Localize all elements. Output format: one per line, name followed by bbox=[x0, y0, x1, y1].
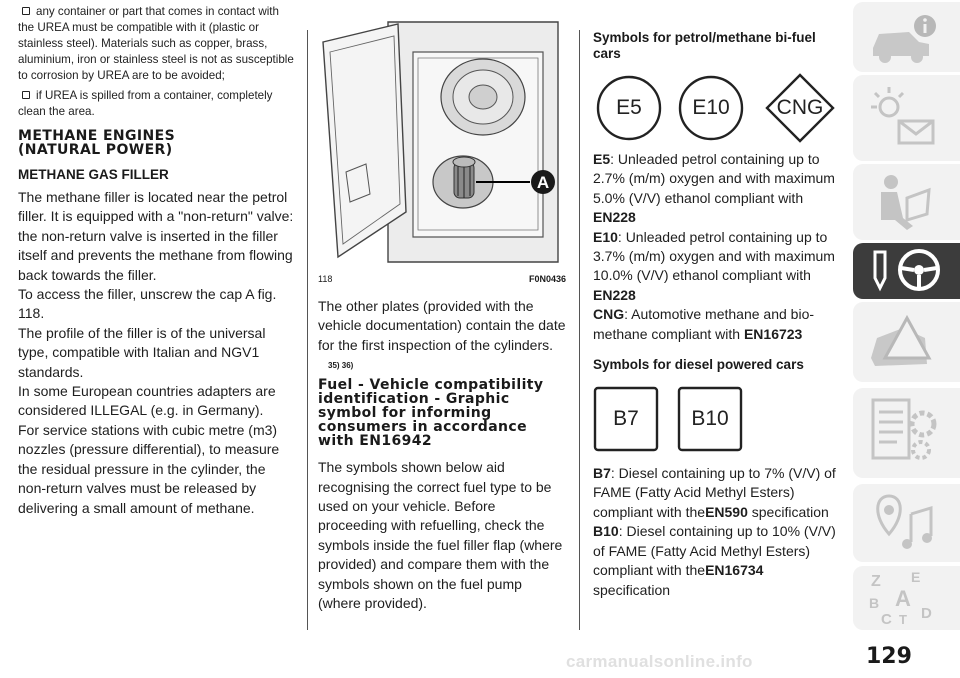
paragraph: The methane filler is located near the petrol filler. It is equipped with a "non-return" valve: the non-return valve is inserted in the filler itself and prevents the methane from flowing back towards the filler. bbox=[18, 189, 294, 283]
symbol-b7: B7 bbox=[613, 407, 639, 431]
symbol-cng: CNG bbox=[776, 96, 824, 119]
definition-b10: B10: Diesel containing up to 10% (V/V) of FAME (Fatty Acid Methyl Esters) compliant with theEN16734 specification bbox=[593, 523, 836, 598]
symbol-e5: E5 bbox=[616, 96, 642, 119]
subsection-heading: Symbols for diesel powered cars bbox=[593, 357, 804, 373]
warning-lights-icon bbox=[867, 81, 947, 151]
note-reference: 35) 36) bbox=[328, 361, 354, 371]
paragraph: In some European countries adapters are considered ILLEGAL (e.g. in Germany). bbox=[18, 383, 276, 419]
bullet-item: any container or part that comes in contact with the UREA must be compatible with it (plastic or stainless steel). Materials such as copper, brass, aluminium, iron or stainless steel is not as susceptible to corrosion by UREA are to be avoided; bbox=[18, 5, 294, 82]
sidebar-tab-index[interactable] bbox=[853, 566, 960, 630]
paragraph: For service stations with cubic metre (m3) nozzles (pressure differential), to measure the residual pressure in the cylinder, the non-return valves must be released by delivering a small amount of methane. bbox=[18, 421, 280, 516]
sidebar-tab-multimedia[interactable] bbox=[853, 484, 960, 562]
sidebar-tab-starting-driving[interactable] bbox=[853, 243, 960, 299]
checkbox-bullet-icon bbox=[22, 91, 30, 99]
column-right bbox=[593, 0, 843, 600]
callout-label-a: A bbox=[536, 173, 550, 192]
subsection-heading: METHANE GAS FILLER bbox=[18, 167, 169, 182]
checkbox-bullet-icon bbox=[22, 7, 30, 15]
symbol-e10: E10 bbox=[692, 96, 730, 119]
diesel-symbols-row bbox=[593, 386, 843, 452]
sidebar-tab-warning-lights[interactable] bbox=[853, 75, 960, 161]
page-number: 129 bbox=[866, 644, 912, 669]
paragraph: The other plates (provided with the vehicle documentation) contain the date for the first inspection of the cylinders. bbox=[318, 298, 566, 353]
definition-e5: E5: Unleaded petrol containing up to 2.7% (m/m) oxygen and with maximum 5.0% (V/V) ethanol compliant with EN228 bbox=[593, 151, 835, 226]
figure-methane-filler bbox=[318, 12, 566, 272]
paragraph: To access the filler, unscrew the cap A fig. 118. bbox=[18, 286, 277, 322]
index-icon bbox=[867, 568, 947, 626]
symbol-b10: B10 bbox=[691, 407, 729, 431]
safety-icon bbox=[867, 170, 947, 236]
column-left bbox=[18, 0, 296, 518]
starting-driving-icon bbox=[867, 248, 947, 294]
bullet-item: if UREA is spilled from a container, completely clean the area. bbox=[18, 89, 273, 118]
svg-text:D: D bbox=[921, 605, 932, 622]
svg-text:Z: Z bbox=[871, 573, 881, 590]
methane-filler-illustration bbox=[318, 12, 566, 272]
sidebar-tab-emergency[interactable] bbox=[853, 302, 960, 382]
paragraph: The profile of the filler is of the universal type, compatible with Italian and NGV1 standards. bbox=[18, 324, 266, 380]
car-info-icon bbox=[867, 8, 947, 68]
sidebar-tab-safety[interactable] bbox=[853, 164, 960, 240]
maintenance-icon bbox=[867, 394, 947, 470]
section-heading: Fuel - Vehicle compatibility identification - Graphic symbol for informing consumers in accordance with EN16942 bbox=[318, 377, 544, 450]
figure-number: 118 bbox=[318, 274, 333, 284]
watermark: carmanualsonline.info bbox=[566, 652, 753, 671]
svg-text:T: T bbox=[899, 612, 907, 626]
emergency-icon bbox=[867, 308, 947, 378]
section-heading: METHANE ENGINES (NATURAL POWER) bbox=[18, 128, 176, 158]
definition-e10: E10: Unleaded petrol containing up to 3.7% (m/m) oxygen and with maximum 10.0% (V/V) ethanol compliant with EN228 bbox=[593, 228, 835, 303]
column-middle bbox=[318, 0, 566, 613]
column-divider-2 bbox=[579, 30, 580, 630]
definition-b7: B7: Diesel containing up to 7% (V/V) of FAME (Fatty Acid Methyl Esters) compliant with theEN590 specification bbox=[593, 465, 836, 520]
sidebar-tab-car-info[interactable] bbox=[853, 2, 960, 72]
definition-cng: CNG: Automotive methane and bio-methane compliant with EN16723 bbox=[593, 306, 815, 342]
figure-caption bbox=[318, 272, 566, 284]
svg-text:E: E bbox=[911, 569, 921, 585]
sidebar-tab-maintenance[interactable] bbox=[853, 388, 960, 478]
svg-text:A: A bbox=[895, 586, 911, 611]
multimedia-icon bbox=[867, 490, 947, 556]
paragraph: The symbols shown below aid recognising the correct fuel type to be used on your vehicle. Before proceeding with refuelling, check the symbols inside the fuel filler flap (where provided) and compare them with the symbols shown on the fuel pump (where provided). bbox=[318, 459, 563, 612]
subsection-heading: Symbols for petrol/methane bi-fuel cars bbox=[593, 30, 816, 61]
petrol-symbols-row bbox=[593, 72, 843, 144]
figure-code: F0N0436 bbox=[528, 274, 566, 284]
svg-text:C: C bbox=[881, 611, 892, 626]
column-divider-1 bbox=[307, 30, 308, 630]
svg-text:B: B bbox=[869, 595, 880, 611]
